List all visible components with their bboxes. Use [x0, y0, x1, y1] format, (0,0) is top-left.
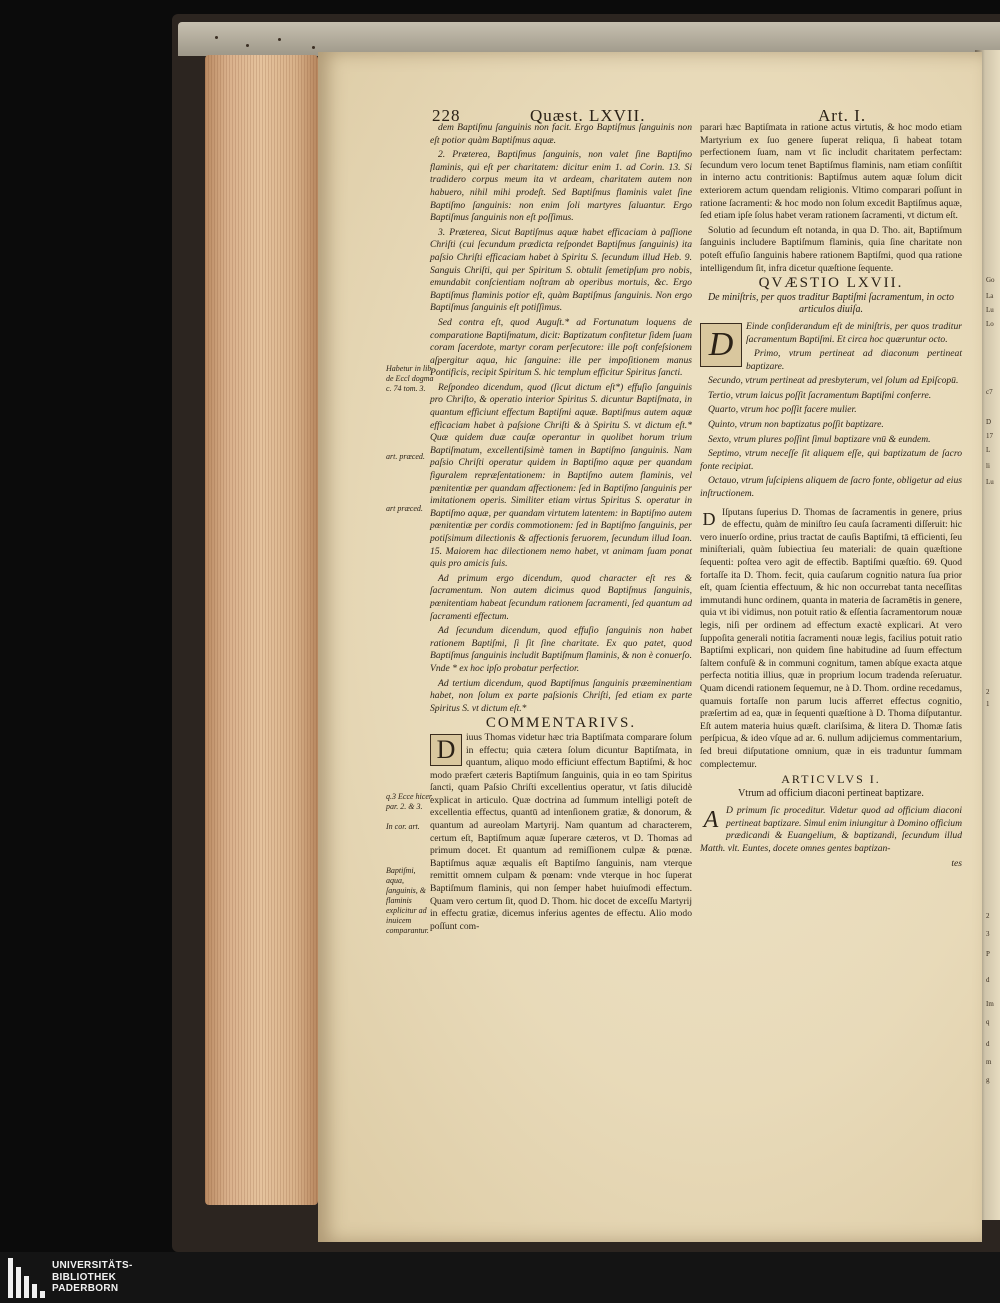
facing-page-fragment: Lu — [986, 306, 994, 314]
facing-page-fragment: 2 — [986, 912, 990, 920]
articles-list-item: Quarto, vtrum hoc poſſit facere mulier. — [708, 404, 857, 416]
facing-page-fragment: d — [986, 976, 990, 984]
facing-page-fragment: Im — [986, 1000, 994, 1008]
paragraph: Solutio ad ſecundum eſt notanda, in qua D. Tho. ait, Baptiſmum ſanguinis includere Baptiſmum flaminis, quia ſine charitate non poteſt effuſio ſanguinis habere rationem Baptiſmi, quod qua ratione intelligendum ſit, infra dicetur quæſtione ſequente. — [700, 224, 962, 274]
disputans-dropcap: D — [702, 508, 716, 529]
running-head-article: Art. I. — [818, 106, 867, 125]
facing-page-fragment: d — [986, 1040, 990, 1048]
library-logo-bar — [0, 1252, 1000, 1303]
facing-page-fragment: P — [986, 950, 990, 958]
logo-line: UNIVERSITÄTS- — [52, 1260, 133, 1271]
article-title: Vtrum ad officium diaconi pertineat baptizare. — [738, 787, 924, 799]
question-heading: QVÆSTIO LXVII. — [758, 275, 904, 292]
facing-page-fragment: c7 — [986, 388, 993, 396]
logo-line: BIBLIOTHEK — [52, 1271, 117, 1283]
facing-page-fragment: g — [986, 1076, 990, 1084]
facing-page-fragment: D — [986, 418, 992, 426]
catchword: tes — [951, 857, 962, 869]
articles-list-item: Sexto, vtrum plures poſſint ſimul baptizare vnū & eundem. — [708, 433, 931, 445]
margin-note-art-praeced: art. præced. — [386, 452, 425, 461]
margin-note-baptismi: Baptiſmi, aqua, ſanguinis, & flaminis explicitur ad inuicem comparantur. — [386, 866, 429, 935]
page-edges — [205, 55, 318, 1205]
wormhole — [312, 46, 315, 49]
book-cover-top — [178, 22, 1000, 56]
question-intro: Einde conſiderandum eſt de miniſtris, per quos traditur ſacramentum Baptiſmi. Et circa hoc quæruntur octo. — [746, 320, 962, 345]
disputans-text: Iſputans ſuperius D. Thomas de ſacramentis in genere, prius de effectu, quàm de miniſtro ſeu cauſa ſacramenti diſſeruit: hic vero inuerſo ordine, prius tractat de cauſis Baptiſmi, tā efficienti, ſeu miniſteriali, quàm ſubiectiua ſeu materiali: de quain quæſtione ſequenti: poſtea vero agit de effectib. Baptiſmi quæſtio. 69. Quod fortaſſe ita D. Thom. fecit, quia cauſarum cognitio natura ſua prior eſt, quam ſcientia effectuum, & hic non occurrebat tanta neceſſitas immutandi hunc ordinem, quanta in materia de ſacramētis in genere, quia vt ibi vidimus, non potuit ratio & eſſentia ſacramentorum nouæ legis, niſi per ordinem ad effectum exactè explicari. At vero ſuppoſita generali notitia ſacramenti nouæ legis, facilius potuit ratio Baptiſmi explicari, non quidem ſine habitudine ad ſuum effectum ſaltem confuſè & in communi cognitum, tamen abſque exacta atque perfecta notitia illius, quæ in proprium locum tradenda reſeruatur. Quam dicendi rationem ſequemur, ne à D. Thom. ordine recedamus, quamuis fortaſſe non parum lucis afferret effectus cognitio, præſertim ad ea, quæ in ſequenti quæſtione à D. Thoma diſputantur. Eſt autem materia huius quæſt. clariſsima, & litera D. Thomæ ſatis perſpicua, & ideo vſque ad ar. 6. nullum adijciemus commentarium, ſed breui diſputatione omnium, quæ in eis traduntur ſummam complectemur. — [700, 506, 962, 770]
left-column — [430, 122, 692, 935]
library-logo-icon — [8, 1258, 48, 1298]
facing-page-fragment: 2 — [986, 688, 990, 696]
wormhole — [246, 44, 249, 47]
logo-line: PADERBORN — [52, 1283, 119, 1294]
paragraph: Sed contra eſt, quod Auguſt.* ad Fortunatum loquens de comparatione Baptiſmatum, dicit: Baptizatum confitetur ſidem ſuam coram ſacerdote, martyr coram perſecutore: ille poſt confeſsionem aſpergitur aqua, hic ſanguine: ille per impoſitionem manus Pontificis, recipit Spiritum S. hic templum efficitur Spiritus ſancti. — [430, 316, 692, 379]
paragraph: Ad ſecundum dicendum, quod effuſio ſanguinis non habet rationem Baptiſmi, ſi ſit ſine charitate. Ex quo patet, quod Baptiſmus ſanguinis includit Baptiſmum flaminis, & non è conuerſo. Vnde * ex hoc ipſo probatur perfectior. — [430, 625, 692, 674]
articles-list-item: Secundo, vtrum pertineat ad presbyterum, vel ſolum ad Epiſcopū. — [708, 375, 959, 387]
margin-note-habetur: Habetur in lib. de Eccl dogma c. 74 tom. 3. — [386, 364, 434, 393]
article-heading: ARTICVLVS I. — [781, 772, 881, 787]
article-dropcap: A — [703, 807, 719, 834]
running-head-question: Quæst. LXVII. — [530, 106, 646, 125]
facing-page-fragment: 3 — [986, 930, 990, 938]
articles-list-item: Quinto, vtrum non baptizatus poſſit baptizare. — [708, 419, 884, 431]
paragraph: 2. Præterea, Baptiſmus ſanguinis, non valet ſine Baptiſmo flaminis, qui eſt per charitatem: dicitur enim 1. ad Corin. 13. Si tradidero corpus meum ita vt ardeam, charitatem autem non habuero, nihil mihi prodeſt. Sed Baptiſmus flaminis valet ſine Baptiſmo ſanguinis: non enim ſoli martyres ſaluantur. Ergo Baptiſmus ſanguinis non eſt poſſimus. — [430, 149, 692, 224]
question-dropcap: D — [700, 323, 742, 367]
facing-page-fragment: Lo — [986, 320, 994, 328]
commentary-heading: COMMENTARIVS. — [485, 715, 637, 732]
paragraph: Ad primum ergo dicendum, quod character eſt res & ſacramentum. Non autem dicimus quod Baptiſmus ſanguinis, pœnitentiam habeat ſecundum rationem ſacramenti, ſed quantum ad ſacramenti effectum. — [430, 572, 692, 622]
commentary-dropcap: D — [430, 734, 462, 766]
wormhole — [215, 36, 218, 39]
facing-page-fragment: Go — [986, 276, 995, 284]
margin-note-ecce: q.3 Ecce hicer. par. 2. & 3. — [386, 792, 434, 811]
facing-page-fragment: m — [986, 1058, 992, 1066]
articles-list-item: Primo, vtrum pertineat ad diaconum pertineat baptizare. — [746, 348, 962, 372]
paragraph: dem Baptiſmu ſanguinis non facit. Ergo Baptiſmus ſanguinis non eſt potior quàm Baptiſmus aquæ. — [430, 122, 692, 146]
facing-page-fragment: Lu — [986, 478, 994, 486]
facing-page-fragment: 1 — [986, 700, 990, 708]
articles-list-item: Tertio, vtrum laicus poſſit ſacramentum Baptiſmi conferre. — [708, 389, 932, 401]
articles-list-item: Septimo, vtrum neceſſe ſit aliquem eſſe, qui baptizatum de ſacro fonte recipiat. — [700, 448, 962, 472]
question-subtitle: De miniſtris, per quos traditur Baptiſmi ſacramentum, in octo articulos diuiſa. — [707, 291, 955, 316]
facing-page-fragment: 17 — [986, 432, 993, 440]
facing-page-fragment: li — [986, 462, 990, 470]
commentary-text: iuus Thomas videtur hæc tria Baptiſmata comparare ſolum in effectu; quia cætera ſolum dicuntur Baptiſmata, in quantum, aliquo modo efficiunt effectum Baptiſmi, & hoc modo præfert cæteris Baptiſmum ſanguinis, quia in eo tam Spiritus ſancti, quam Paſsio Chriſti excellentius operatur, vt ſatis dilucidè explicat in articulo. Quæ doctrina ad ſummum intelligi poteſt de excellentia effectus, quantū ad intenſionem gratiæ, & donorum, & quantum ad aureolam Martyrij. Nam quantum ad characterem, certum eſt, Baptiſmum aquæ ſuperare cæteros, vt D. Thomas ad primum docet. Et quantum ad remiſſionem culpæ & pœnæ. Baptiſmus aquæ æqualis eſt Baptiſmo ſanguinis, nam vterque remittit omnem culpam & pœnam: vnde vterque in hoc ſuperat Baptiſmum flaminis, qui non ſemper habet huiuſmodi effectum. Quam vero certum ſit, quod D. Thom. hic docet de exceſſu Martyrij in effectu gratiæ, dicemus inferius agentes de effectu. Alio modo poſſunt com- — [430, 731, 692, 932]
facing-page-fragment: La — [986, 292, 994, 300]
paragraph: Ad tertium dicendum, quod Baptiſmus ſanguinis præeminentiam habet, non ſolum ex parte paſsionis Chriſti, ſed etiam ex parte Spiritus S. vt dictum eſt.* — [430, 677, 692, 714]
margin-note-art-praeced: art præced. — [386, 504, 423, 513]
article-text: D primum ſic proceditur. Videtur quod ad officium diaconi pertineat baptizare. Simul enim iniungitur à Domino officium prædicandi & Euangelium, & baptizandi, ſecundum illud Matth. vlt. Euntes, docete omnes gentes baptizan- — [700, 805, 962, 855]
paragraph: 3. Præterea, Sicut Baptiſmus aquæ habet efficaciam à paſſione Chriſti (cui ſecundum prædicta reſpondet Baptiſmus ſanguinis) ita paſsio Chriſti efficaciam habet à Spiritu S. ſecundum illud Heb. 9. Sanguis Chriſti, qui per Spiritum S. obtulit ſemetipſum pro nobis, emundabit conſcientiam noſtram ab operibus mortuis, &c. Ergo Baptiſmus flaminis potior eſt, quàm Baptiſmus ſanguinis. Non ergo Baptiſmus ſanguinis eſt potiſſimus. — [430, 226, 692, 314]
paragraph: Reſpondeo dicendum, quod (ſicut dictum eſt*) effuſio ſanguinis pro Chriſto, & operatio interior Spiritus S. dicuntur Baptiſmata, in quantum efficiunt effectum Baptiſmi aquæ. Baptiſmus autem aquæ efficaciam habet à paſsione Chriſti & à Spiritu S. vt dictum eſt.* Quæ quidem duæ cauſæ operantur in quolibet horum trium Baptiſmatum, excellentiſsimè tamen in Baptiſmo ſanguinis. Nam paſsio Chriſti operatur quidem in Baptiſmo aquæ per quandam figuralem repræſentationem: in Baptiſmo autem flaminis, vel pœnitentiæ per quandam affectionem: ſed in Baptiſmo ſanguinis per imitationem operis. Similiter etiam virtus Spiritus S. operatur in Baptiſmo aquæ, per quandam virtutem latentem: in Baptiſmo autem pœnitentiæ per cordis commotionem: ſed in Baptiſmo ſanguinis, per potiſsimum dilectionis & affectionis feruorem, ſecundum illud Ioan. 15. Maiorem hac dilectionem nemo habet, vt animam ſuam ponat quis pro amicis ſuis. — [430, 381, 692, 570]
facing-page-fragment: q — [986, 1018, 990, 1026]
articles-list-item: Octauo, vtrum ſuſcipiens aliquem de ſacro fonte, obligetur ad eius inſtructionem. — [700, 475, 962, 500]
page-number: 228 — [432, 106, 461, 125]
paragraph: parari hæc Baptiſmata in ratione actus virtutis, & hoc modo etiam Martyrium ex ſuo genere ſuperat reliqua, ſi habeat totam perfectionem ſuam, nam vt ſic includit charitatem perfectam: ſecundum vero locum tenet Baptiſmus flaminis, nam etiam conſiſtit in interno actu contritionis: Baptiſmus autem aquæ ſolum dicit exteriorem actum quendam religionis. Vltimo comparari poſſunt in ratione ſacramenti: & hoc modo non ſolum excedit Baptiſmus aquæ, ſed etiam ipſe ſolus habet veram rationem ſacramenti, vt dictum eſt. — [700, 122, 962, 222]
facing-page-fragment: L — [986, 446, 991, 454]
wormhole — [278, 38, 281, 41]
library-logo-text — [52, 1260, 133, 1295]
margin-note-in-cor-art: In cor. art. — [386, 822, 420, 831]
right-column — [700, 122, 962, 872]
